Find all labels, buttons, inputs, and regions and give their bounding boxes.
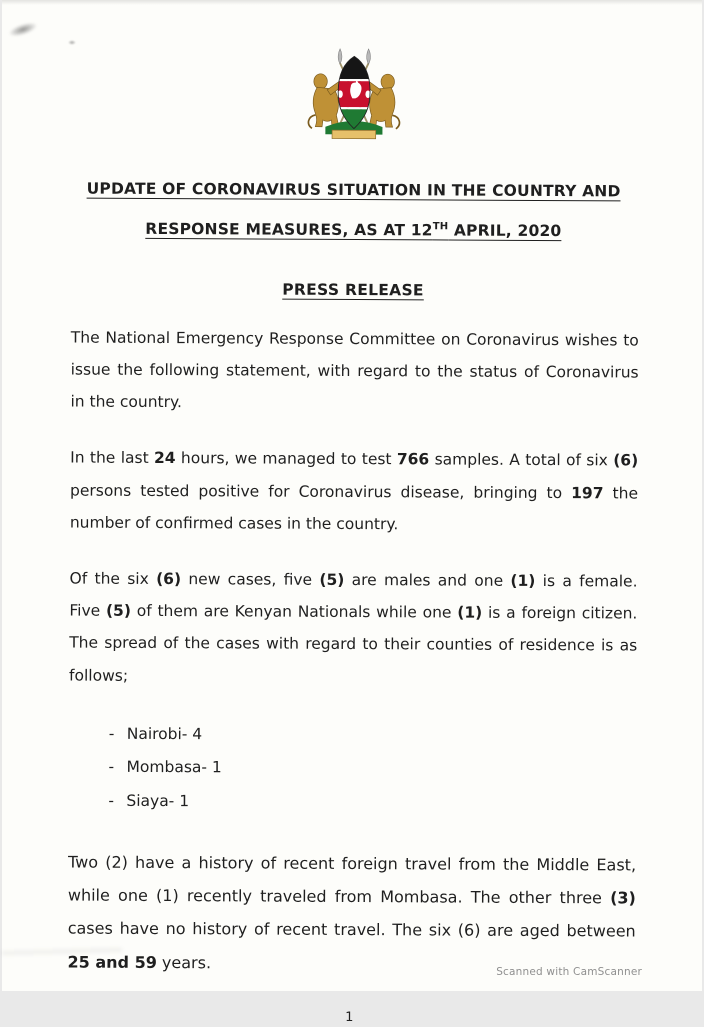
left-lion	[308, 74, 341, 129]
title-line-2: RESPONSE MEASURES, AS AT 12TH APRIL, 2020	[145, 220, 562, 241]
camscanner-footer: Scanned with CamScanner	[496, 966, 642, 978]
paragraph-travel-history: Two (2) have a history of recent foreign travel from the Middle East, while one (1) recently traveled from Mombasa. The other three (3) cases have no history of recent travel. The six (6) are aged between 25 and 59 years.	[67, 852, 637, 972]
list-item-mombasa: - Mombasa- 1	[108, 751, 700, 787]
list-bullet: -	[108, 724, 115, 743]
banner	[332, 130, 376, 139]
list-bullet: -	[108, 791, 115, 810]
emblem-container	[4, 0, 704, 148]
paragraph-intro: The National Emergency Response Committee on Coronavirus wishes to issue the following statement, with regard to the status of Coronavirus in the country.	[70, 328, 639, 412]
list-bullet: -	[108, 757, 115, 777]
list-item-nairobi: - Nairobi- 4	[109, 718, 701, 754]
scanned-document-page	[2, 0, 702, 1025]
list-item-siaya: - Siaya- 1	[108, 784, 700, 820]
right-lion	[367, 74, 400, 129]
kenya-coat-of-arms-icon	[295, 48, 413, 143]
page-number: 1	[345, 1009, 354, 1025]
paragraph-case-breakdown: Of the six (6) new cases, five (5) are males and one (1) is a female. Five (5) of them are Kenyan Nationals while one (1) is a foreign citizen. The spread of the cases with regard to their counties of residence is as follows;	[69, 569, 638, 685]
press-release-heading: PRESS RELEASE	[282, 280, 424, 299]
county-list	[108, 718, 701, 821]
document-title	[63, 168, 643, 252]
paragraph-testing-stats: In the last 24 hours, we managed to test 766 samples. A total of six (6) persons tested positive for Coronavirus disease, bringing to 197 the number of confirmed cases in the country.	[69, 448, 639, 534]
title-line-1: UPDATE OF CORONAVIRUS SITUATION IN THE COUNTRY AND	[86, 179, 621, 201]
